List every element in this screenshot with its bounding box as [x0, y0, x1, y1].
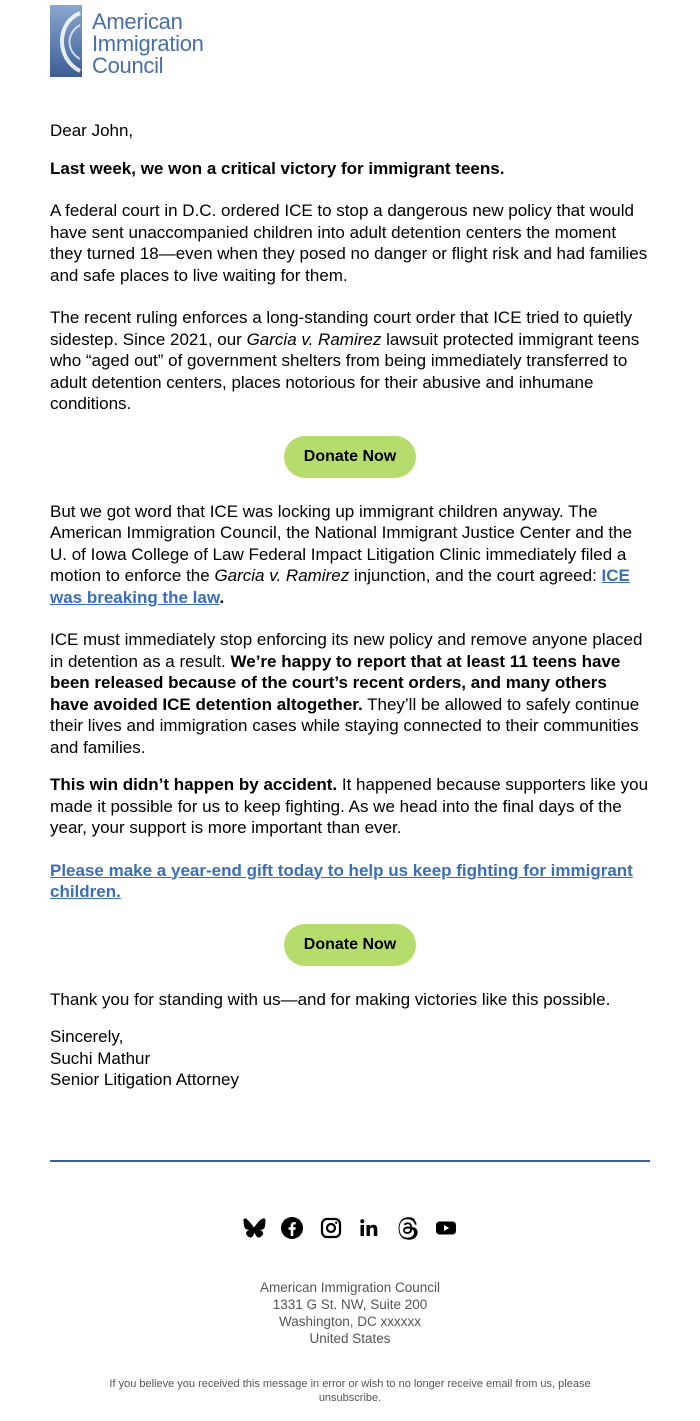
- logo-wordmark: [92, 11, 204, 77]
- signer-name: Suchi Mathur: [50, 1048, 151, 1068]
- paragraph-cta: [50, 860, 650, 903]
- highlight-text: We’re happy to report that at least 11 teens have been released because of the court’s recent orders, and many others have avoided ICE detention altogether.: [50, 651, 621, 714]
- logo-line-2: Immigration: [92, 31, 204, 56]
- ice-breaking-law-link[interactable]: ICE was breaking the law: [50, 566, 630, 607]
- linkedin-icon[interactable]: [357, 1216, 381, 1240]
- headline: Last week, we won a critical victory for immigrant teens.: [50, 158, 505, 178]
- paragraph-5: This win didn’t happen by accident. It happened because supporters like you made it possible for us to keep fighting. As we head into the final days of the year, your support is more important than ever.: [50, 775, 649, 837]
- facebook-icon[interactable]: [280, 1216, 304, 1240]
- signature: [50, 1026, 650, 1091]
- paragraph-3: But we got word that ICE was locking up immigrant children anyway. The American Immigration Council, the National Immigrant Justice Center and the U. of Iowa College of Law Federal Impact Litigation Clinic immediately filed a motion to enforce the Garcia v. Ramirez injunction, and the court agreed: ICE was breaking the law.: [50, 501, 633, 607]
- year-end-gift-link[interactable]: Please make a year-end gift today to help us keep fighting for immigrant children.: [50, 860, 633, 901]
- donate-row-1: [50, 436, 650, 478]
- email-body: [50, 120, 650, 1091]
- thanks-line: Thank you for standing with us—and for making victories like this possible.: [50, 989, 611, 1009]
- unsubscribe-disclaimer[interactable]: If you believe you received this message in error or wish to no longer receive email from us, please unsubscribe.: [109, 1378, 591, 1404]
- footer-country: United States: [309, 1331, 391, 1346]
- donate-button-1[interactable]: Donate Now: [284, 436, 416, 478]
- footer-divider: [50, 1160, 650, 1162]
- logo-line-3: Council: [92, 53, 164, 78]
- footer-city: Washington, DC xxxxxx: [278, 1314, 422, 1329]
- donate-button-2[interactable]: Donate Now: [284, 924, 416, 966]
- paragraph-1: A federal court in D.C. ordered ICE to stop a dangerous new policy that would have sent unaccompanied children into adult detention centers the moment they turned 18—even when they posed no danger or flight risk and had families and safe places to live waiting for them.: [50, 201, 648, 285]
- social-links: [0, 1216, 700, 1240]
- greeting: Dear John,: [50, 121, 134, 140]
- logo-line-1: American: [92, 9, 183, 34]
- footer-street: 1331 G St. NW, Suite 200: [272, 1297, 428, 1312]
- threads-icon[interactable]: [396, 1216, 420, 1240]
- case-name: Garcia v. Ramirez: [214, 566, 350, 585]
- instagram-icon[interactable]: [319, 1216, 343, 1240]
- case-name: Garcia v. Ramirez: [246, 329, 382, 349]
- bluesky-icon[interactable]: [242, 1216, 266, 1240]
- org-logo[interactable]: [50, 5, 230, 77]
- paragraph-4: ICE must immediately stop enforcing its new policy and remove anyone placed in detention as a result. We’re happy to report that at least 11 teens have been released because of the court’s recent orders, and many others have avoided ICE detention altogether. They’ll be allowed to safely continue their lives and immigration cases while staying connected to their communities and families.: [50, 630, 643, 757]
- logo-mark-icon: [50, 5, 82, 77]
- highlight-text: This win didn’t happen by accident.: [50, 775, 338, 794]
- donate-row-2: [50, 924, 650, 966]
- footer-address: [0, 1279, 700, 1347]
- footer-org: American Immigration Council: [259, 1280, 441, 1295]
- sign-off: Sincerely,: [50, 1027, 124, 1046]
- signer-title: Senior Litigation Attorney: [50, 1070, 240, 1089]
- youtube-icon[interactable]: [434, 1216, 458, 1240]
- paragraph-2: The recent ruling enforces a long-standing court order that ICE tried to quietly sidestep. Since 2021, our Garcia v. Ramirez lawsuit protected immigrant teens who “aged out” of government shelters from being immediately transferred to adult detention centers, places notorious for their abusive and inhumane conditions.: [50, 308, 640, 413]
